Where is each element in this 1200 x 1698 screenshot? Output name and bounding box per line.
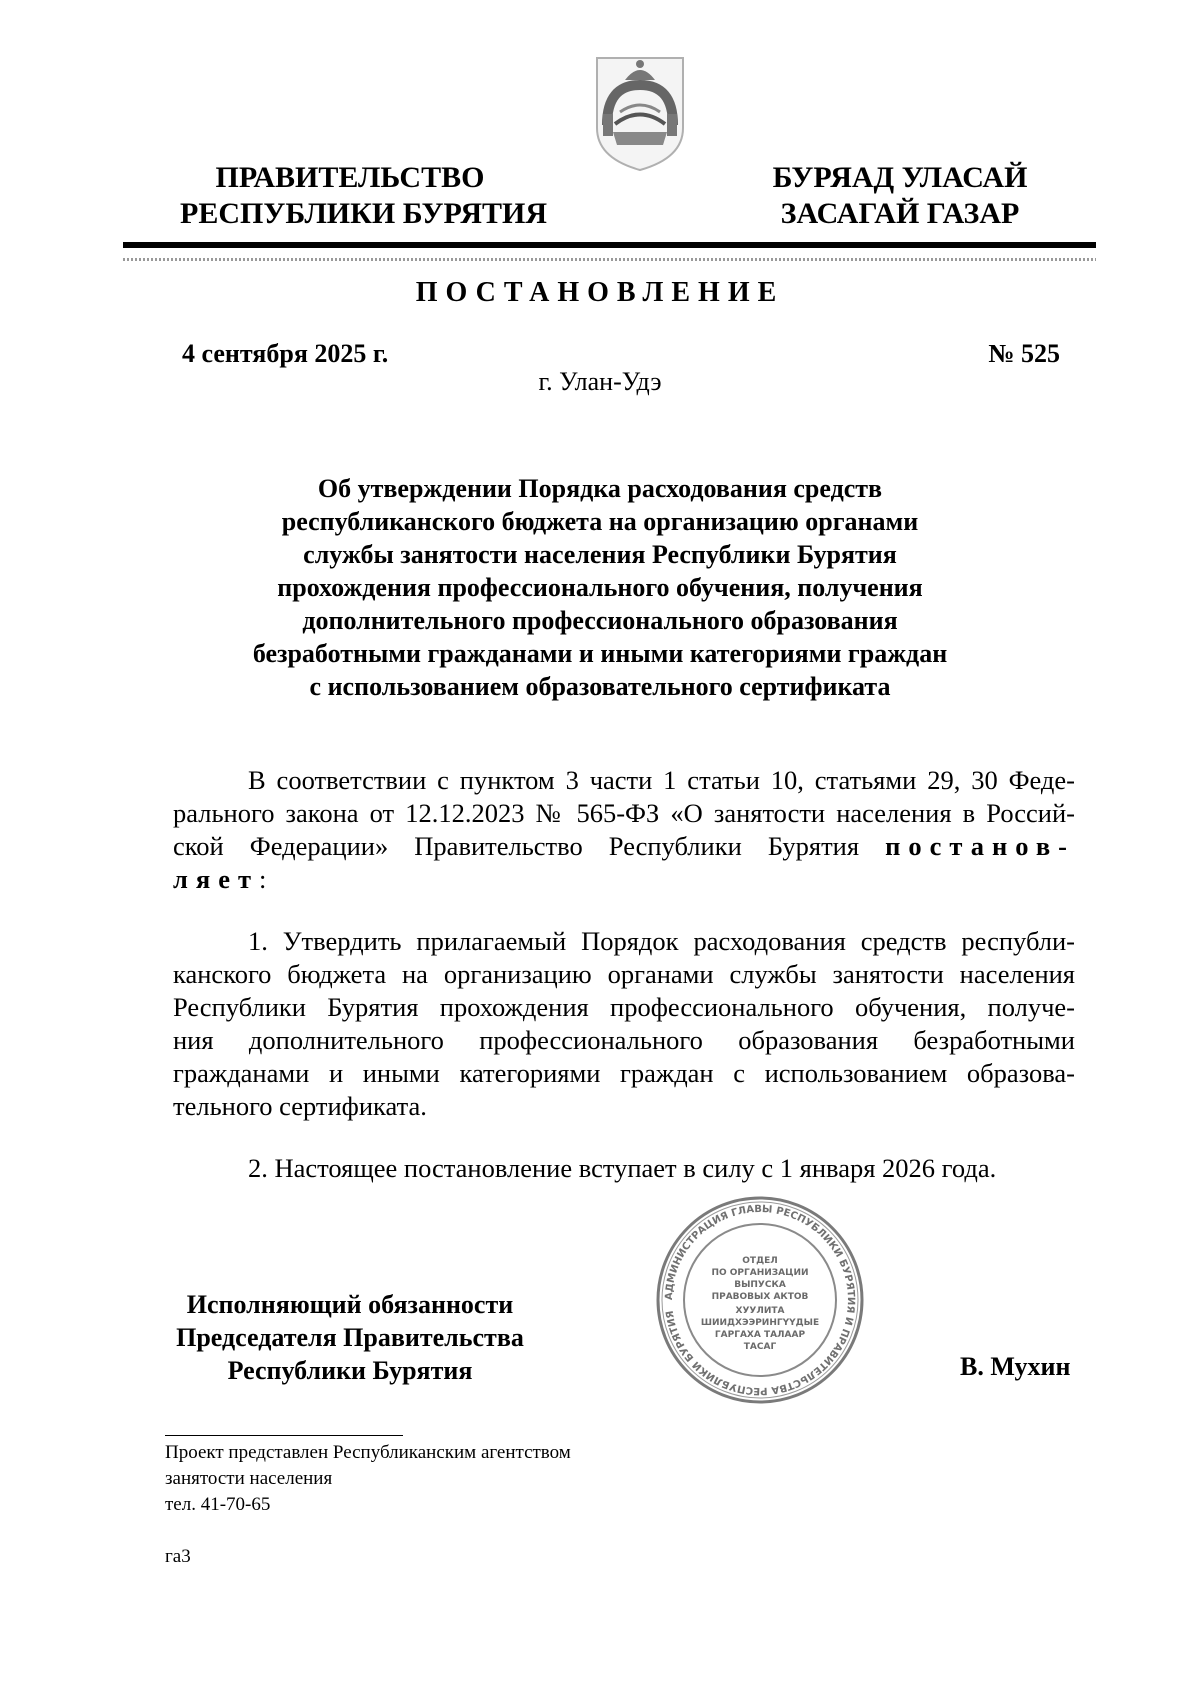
signatory-title-line: Председателя Правительства (176, 1323, 524, 1352)
document-number: № 525 (988, 339, 1060, 368)
signatory-title-line: Исполняющий обязанности (186, 1290, 514, 1319)
preamble-line (173, 830, 1075, 863)
coat-of-arms-emblem (585, 50, 695, 175)
title-line: безработными гражданами и иными категориями граждан (252, 639, 948, 668)
preamble-line: В соответствии с пунктом 3 части 1 статьи 10, статьями 29, 30 Феде- (248, 765, 1075, 795)
item-1-line: гражданами и иными категориями граждан с использованием образова- (173, 1058, 1075, 1088)
header-left (180, 160, 548, 232)
title-line: службы занятости населения Республики Бурятия (303, 540, 897, 569)
document-city: г. Улан-Удэ (538, 367, 662, 396)
item-1-paragraph (173, 925, 1075, 1123)
preamble-spaced-verb-end: ляет (173, 864, 259, 894)
document-title (180, 472, 1020, 703)
item-1-line: 1. Утвердить прилагаемый Порядок расходования средств республи- (248, 926, 1075, 956)
document-type: ПОСТАНОВЛЕНИЕ (415, 277, 785, 308)
official-seal-stamp (655, 1195, 865, 1405)
item-2-paragraph (173, 1152, 1075, 1185)
footer-rule (165, 1435, 403, 1436)
document-code: га3 (165, 1546, 191, 1567)
item-1-line: Республики Бурятия прохождения профессионального обучения, получе- (173, 992, 1075, 1022)
header-rule-thick (123, 242, 1096, 248)
title-line: дополнительного профессионального образования (302, 606, 898, 635)
header-left-line2: РЕСПУБЛИКИ БУРЯТИЯ (180, 197, 548, 230)
signatory-name: В. Мухин (960, 1352, 1071, 1381)
seal-center-text: ХУУЛИТА (735, 1306, 785, 1316)
title-line: прохождения профессионального обучения, получения (277, 573, 923, 602)
document-date: 4 сентября 2025 г. (182, 339, 389, 368)
preamble-spaced-verb: постанов- (885, 831, 1075, 861)
header-right-line1: БУРЯАД УЛАСАЙ (772, 161, 1028, 194)
seal-center-text: ОТДЕЛ (742, 1256, 778, 1266)
footer-line: занятости населения (165, 1468, 333, 1489)
footer-line: Проект представлен Республиканским агентством (165, 1442, 571, 1463)
seal-center-text: ПРАВОВЫХ АКТОВ (711, 1292, 809, 1302)
seal-center-text: ШИИДХЭЭРИНГҮҮДЫЕ (700, 1318, 820, 1328)
title-line: республиканского бюджета на организацию органами (281, 507, 919, 536)
item-1-line: ния дополнительного профессионального образования безработными (173, 1025, 1075, 1055)
header-rule-thin (123, 258, 1096, 261)
seal-center-text: ПО ОРГАНИЗАЦИИ (711, 1268, 809, 1278)
header-right (750, 160, 1050, 232)
title-line: с использованием образовательного сертификата (309, 672, 891, 701)
item-2-line: 2. Настоящее постановление вступает в силу с 1 января 2026 года. (248, 1153, 997, 1183)
preamble-line (173, 863, 1075, 896)
header-left-line1: ПРАВИТЕЛЬСТВО (215, 161, 485, 194)
preamble-text: ской Федерации» Правительство Республики Бурятия (173, 831, 860, 861)
item-1-line: тельного сертификата. (173, 1091, 427, 1121)
preamble-line: рального закона от 12.12.2023 № 565-ФЗ «О занятости населения в Россий- (173, 798, 1075, 828)
seal-center-text: ТАСАГ (743, 1342, 777, 1352)
item-1-line: канского бюджета на организацию органами службы занятости населения (173, 959, 1075, 989)
title-line: Об утверждении Порядка расходования средств (317, 474, 883, 503)
seal-center-text: ГАРГАХА ТАЛААР (714, 1330, 806, 1340)
seal-ring-text: АДМИНИСТРАЦИЯ ГЛАВЫ РЕСПУБЛИКИ БУРЯТИЯ И ПРАВИТЕЛЬСТВА РЕСПУБЛИКИ БУРЯТИЯ (663, 1203, 857, 1397)
preamble-colon: : (258, 864, 267, 894)
footer-note (165, 1440, 571, 1518)
signatory-title-line: Республики Бурятия (227, 1356, 473, 1385)
seal-center-text: ВЫПУСКА (734, 1280, 786, 1290)
header-right-line2: ЗАСАГАЙ ГАЗАР (780, 197, 1020, 230)
footer-line: тел. 41-70-65 (165, 1494, 271, 1515)
signatory-title (150, 1288, 550, 1387)
preamble-paragraph (173, 764, 1075, 896)
